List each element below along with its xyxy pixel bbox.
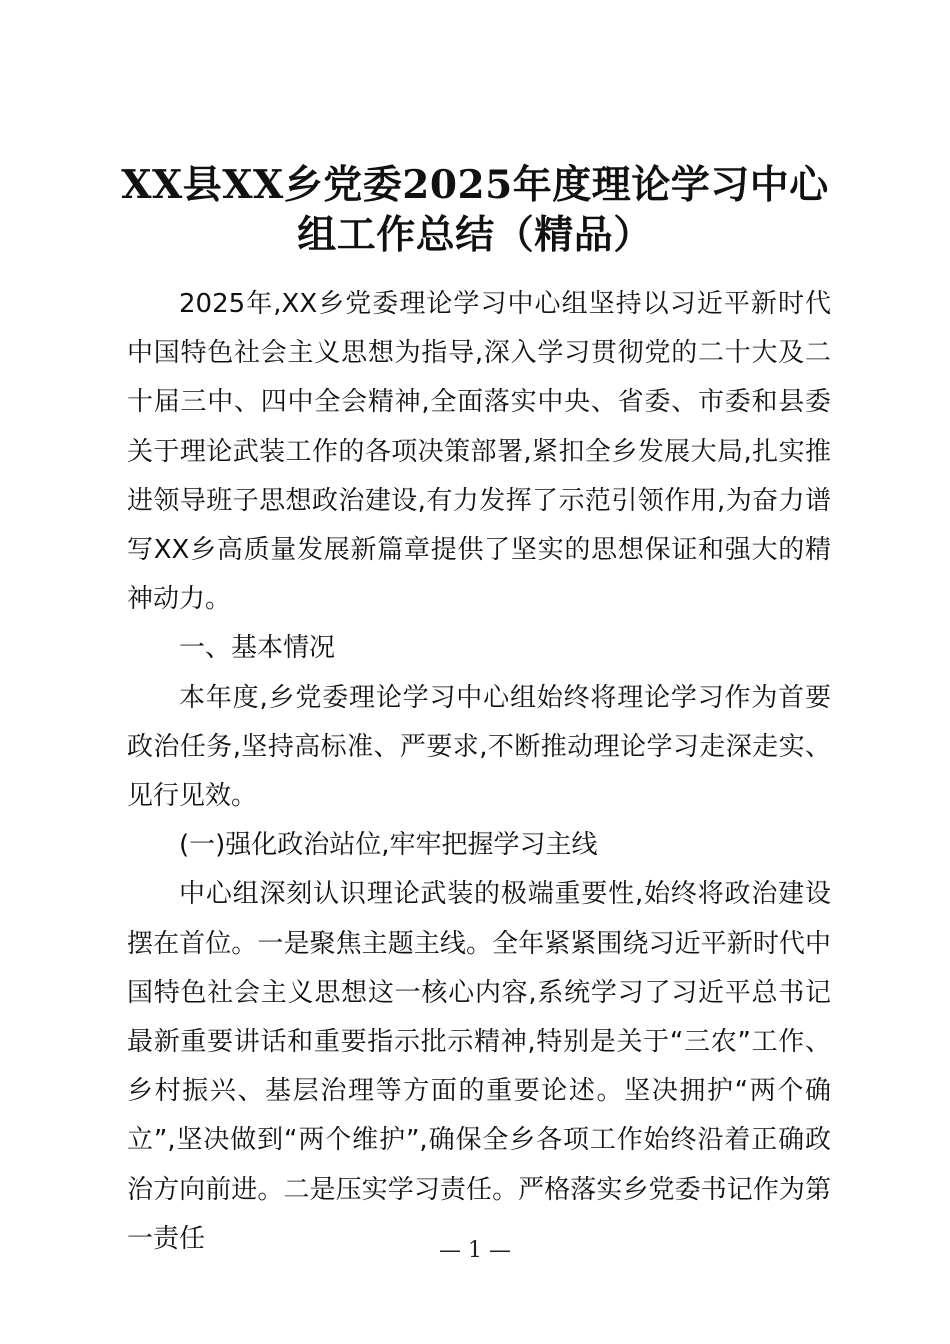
document-body	[127, 280, 831, 1264]
title-line-1: XX县XX乡党委2025年度理论学习中心	[121, 162, 829, 208]
subsection-heading: (一)强化政治站位,牢牢把握学习主线	[179, 830, 598, 861]
title-line-2: 组工作总结（精品）	[297, 212, 653, 258]
page-number: — 1 —	[439, 1238, 511, 1263]
document-title	[110, 160, 840, 260]
section-heading: 一、基本情况	[179, 633, 336, 664]
intro-paragraph: 2025年,XX乡党委理论学习中心组坚持以习近平新时代中国特色社会主义思想为指导,深入学习贯彻党的二十大及二十届三中、四中全会精神,全面落实中央、省委、市委和县委关于理论武装工作的各项决策部署,紧扣全乡发展大局,扎实推进领导班子思想政治建设,有力发挥了示范引领作用,为奋力谱写XX乡高质量发展新篇章提供了坚实的思想保证和强大的精神动力。	[127, 289, 831, 615]
body-paragraph: 本年度,乡党委理论学习中心组始终将理论学习作为首要政治任务,坚持高标准、严要求,不断推动理论学习走深走实、见行见效。	[127, 682, 831, 812]
body-paragraph: 中心组深刻认识理论武装的极端重要性,始终将政治建设摆在首位。一是聚焦主题主线。全年紧紧围绕习近平新时代中国特色社会主义思想这一核心内容,系统学习了习近平总书记最新重要讲话和重要指示批示精神,特别是关于“三农”工作、乡村振兴、基层治理等方面的重要论述。坚决拥护“两个确立”,坚决做到“两个维护”,确保全乡各项工作始终沿着正确政治方向前进。二是压实学习责任。严格落实乡党委书记作为第一责任	[127, 879, 831, 1254]
